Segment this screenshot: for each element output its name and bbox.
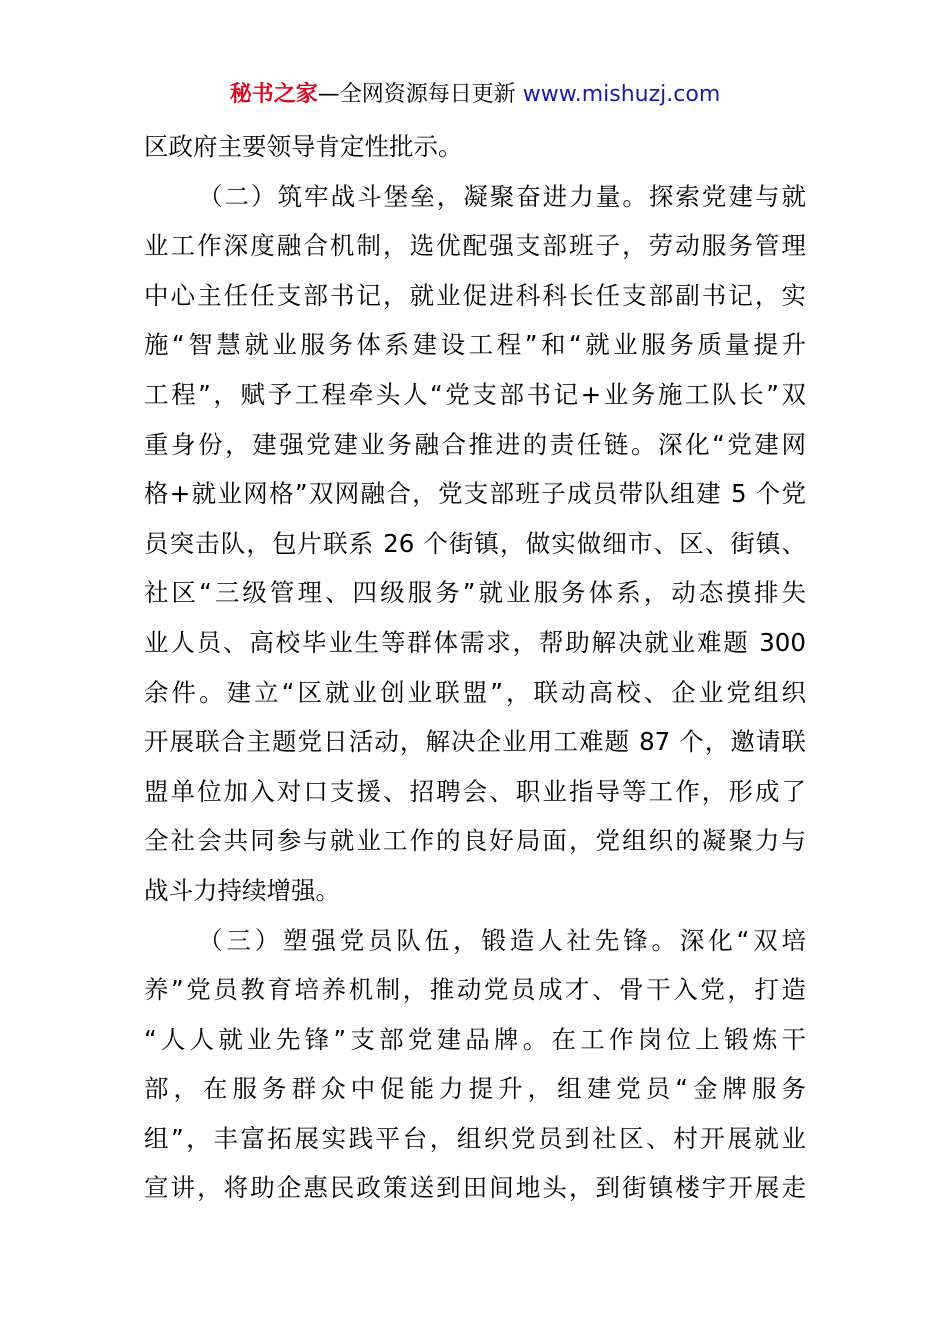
site-header [0, 80, 950, 110]
text-line: 施“智慧就业服务体系建设工程”和“就业服务质量提升 [144, 330, 806, 360]
text-line: 区政府主要领导肯定性批示。 [144, 132, 463, 161]
text-line: 组”，丰富拓展实践平台，组织党员到社区、村开展就业 [144, 1123, 806, 1153]
site-slogan: —全网资源每日更新 [317, 82, 516, 107]
document-body [144, 122, 806, 1213]
text-line: 余件。建立“区就业创业联盟”，联动高校、企业党组织 [144, 677, 806, 707]
text-line: 部，在服务群众中促能力提升，组建党员“金牌服务 [144, 1074, 806, 1104]
text-line: 重身份，建强党建业务融合推进的责任链。深化“党建网 [144, 429, 806, 459]
text-line: 社区“三级管理、四级服务”就业服务体系，动态摸排失 [144, 578, 806, 608]
text-line: 宣讲，将助企惠民政策送到田间地头，到街镇楼宇开展走 [144, 1173, 806, 1203]
text-line: 工程”，赋予工程牵头人“党支部书记+业务施工队长”双 [144, 379, 806, 409]
text-line: 开展联合主题党日活动，解决企业用工难题 87 个，邀请联 [144, 727, 806, 757]
text-line: 盟单位加入对口支援、招聘会、职业指导等工作，形成了 [144, 776, 806, 806]
text-line: 员突击队，包片联系 26 个街镇，做实做细市、区、街镇、 [144, 528, 806, 558]
text-line: 中心主任任支部书记，就业促进科科长任支部副书记，实 [144, 280, 806, 310]
text-line: 业工作深度融合机制，选优配强支部班子，劳动服务管理 [144, 231, 806, 261]
text-line: 全社会共同参与就业工作的良好局面，党组织的凝聚力与 [144, 826, 806, 856]
text-line: 养”党员教育培养机制，推动党员成才、骨干入党，打造 [144, 975, 806, 1005]
site-brand: 秘书之家 [229, 82, 318, 107]
text-line: 战斗力持续增强。 [144, 875, 340, 905]
text-line: “人人就业先锋”支部党建品牌。在工作岗位上锻炼干 [144, 1024, 806, 1054]
site-url-link[interactable]: www.mishuzj.com [522, 82, 721, 107]
text-line: 业人员、高校毕业生等群体需求，帮助解决就业难题 300 [144, 627, 806, 657]
text-line: （二）筑牢战斗堡垒，凝聚奋进力量。探索党建与就 [198, 181, 806, 211]
text-line: （三）塑强党员队伍，锻造人社先锋。深化“双培 [198, 925, 806, 955]
text-line: 格+就业网格”双网融合，党支部班子成员带队组建 5 个党 [144, 479, 806, 509]
